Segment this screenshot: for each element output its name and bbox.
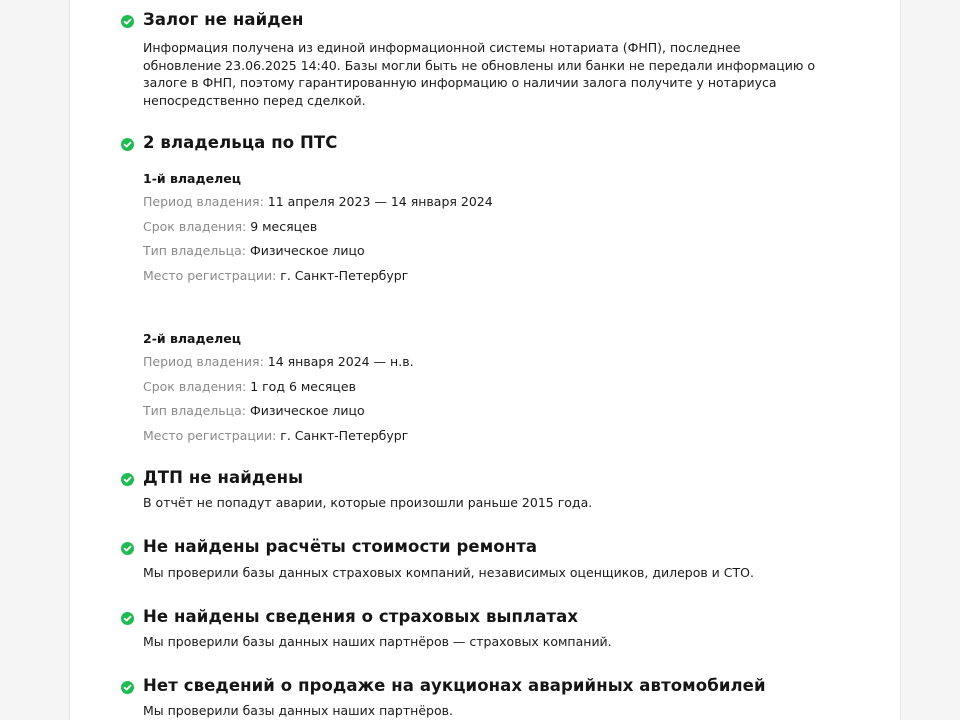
term-label: Срок владения: (143, 379, 251, 394)
check-circle-icon (121, 681, 134, 694)
owner-term (143, 379, 356, 394)
auctions-description: Мы проверили базы данных наших партнёров. (143, 703, 453, 718)
pledge-desc-line: непосредственно перед сделкой. (143, 92, 366, 108)
place-value: г. Санкт-Петербург (280, 428, 409, 443)
repairs-description: Мы проверили базы данных страховых компаний, независимых оценщиков, дилеров и СТО. (143, 565, 754, 580)
place-label: Место регистрации: (143, 268, 281, 283)
type-label: Тип владельца: (143, 243, 250, 258)
owner-place (143, 428, 408, 443)
pledge-desc-line: залоге в ФНП, поэтому гарантированную информацию о наличии залога получите у нотариуса (143, 75, 777, 90)
owner-period (143, 194, 493, 209)
owner-type (143, 243, 365, 258)
report-page (69, 0, 901, 720)
check-circle-icon (121, 15, 134, 28)
pledge-desc-line: Информация получена из единой информационной системы нотариата (ФНП), последнее (143, 40, 741, 55)
term-label: Срок владения: (143, 219, 251, 234)
auctions-title: Нет сведений о продаже на аукционах аварийных автомобилей (143, 676, 766, 695)
type-value: Физическое лицо (249, 243, 365, 258)
place-value: г. Санкт-Петербург (280, 268, 409, 283)
pledge-title: Залог не найден (143, 10, 304, 29)
term-value: 1 год 6 месяцев (250, 379, 356, 394)
repairs-title: Не найдены расчёты стоимости ремонта (143, 537, 538, 556)
owner-type (143, 403, 365, 418)
owner-term (143, 219, 317, 234)
insurance-description: Мы проверили базы данных наших партнёров — страховых компаний. (143, 634, 612, 649)
accidents-description: В отчёт не попадут аварии, которые произошли раньше 2015 года. (143, 495, 593, 510)
period-value: 11 апреля 2023 — 14 января 2024 (267, 194, 493, 209)
insurance-title: Не найдены сведения о страховых выплатах (143, 607, 579, 626)
accidents-title: ДТП не найдены (143, 468, 304, 487)
check-circle-icon (121, 542, 134, 555)
check-circle-icon (121, 612, 134, 625)
check-circle-icon (121, 138, 134, 151)
period-label: Период владения: (143, 194, 268, 209)
owner-heading: 1-й владелец (143, 171, 241, 186)
period-label: Период владения: (143, 354, 268, 369)
check-circle-icon (121, 473, 134, 486)
term-value: 9 месяцев (250, 219, 318, 234)
owner-place (143, 268, 408, 283)
period-value: 14 января 2024 — н.в. (267, 354, 414, 369)
owner-heading: 2-й владелец (143, 331, 241, 346)
owner-period (143, 354, 414, 369)
pledge-description (143, 39, 833, 109)
pledge-desc-line: обновление 23.06.2025 14:40. Базы могли быть не обновлены или банки не передали информацию о (143, 57, 815, 73)
type-value: Физическое лицо (249, 403, 365, 418)
type-label: Тип владельца: (143, 403, 250, 418)
owners-title: 2 владельца по ПТС (143, 133, 338, 152)
place-label: Место регистрации: (143, 428, 281, 443)
